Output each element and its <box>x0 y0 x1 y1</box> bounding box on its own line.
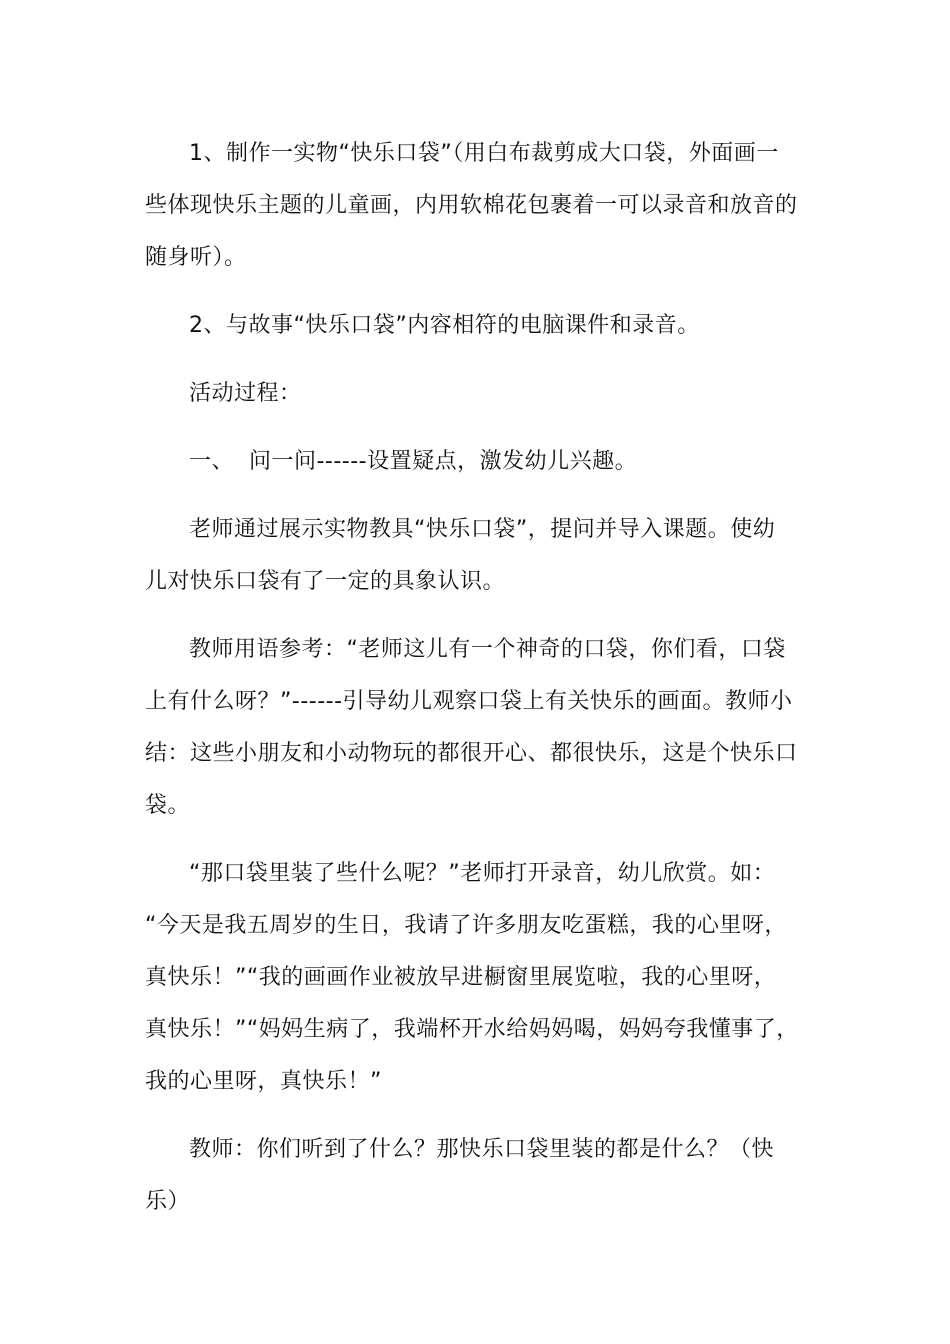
paragraph-recording-examples <box>145 848 810 1108</box>
text-line: 些体现快乐主题的儿童画，内用软棉花包裹着一可以录音和放音的 <box>145 193 798 218</box>
text-line: 一、 问一问------设置疑点，激发幼儿兴趣。 <box>189 449 638 474</box>
section-heading-activity-process <box>145 368 810 420</box>
text-line: 结：这些小朋友和小动物玩的都很开心、都很快乐，这是个快乐口 <box>145 741 798 766</box>
paragraph-materials-1 <box>145 128 810 284</box>
text-line: 活动过程： <box>189 381 302 406</box>
text-line: 老师通过展示实物教具“快乐口袋”，提问并导入课题。使幼 <box>189 517 776 542</box>
text-line: 2、与故事“快乐口袋”内容相符的电脑课件和录音。 <box>189 313 700 338</box>
text-line: 儿对快乐口袋有了一定的具象认识。 <box>145 569 506 594</box>
paragraph-materials-2 <box>145 300 810 352</box>
text-line: 真快乐！”“妈妈生病了，我端杯开水给妈妈喝，妈妈夸我懂事了， <box>145 1017 799 1042</box>
paragraph-teacher-shows-pocket <box>145 504 810 608</box>
text-line: 教师用语参考：“老师这儿有一个神奇的口袋，你们看，口袋 <box>189 637 786 662</box>
text-line: 我的心里呀，真快乐！” <box>145 1069 382 1094</box>
text-line: 袋。 <box>145 793 191 818</box>
paragraph-teacher-question <box>145 1124 810 1228</box>
text-line: 教师：你们听到了什么？那快乐口袋里装的都是什么？（快 <box>189 1137 775 1162</box>
text-line: 1、制作一实物“快乐口袋”（用白布裁剪成大口袋，外面画一 <box>189 141 779 166</box>
paragraph-teacher-language <box>145 624 810 832</box>
text-line: 乐） <box>145 1189 191 1214</box>
step-heading-1 <box>145 436 810 488</box>
text-line: 真快乐！”“我的画画作业被放早进橱窗里展览啦，我的心里呀， <box>145 965 777 990</box>
document-body <box>145 128 810 1228</box>
text-line: “今天是我五周岁的生日，我请了许多朋友吃蛋糕，我的心里呀， <box>145 913 787 938</box>
text-line: 上有什么呀？”------引导幼儿观察口袋上有关快乐的画面。教师小 <box>145 689 793 714</box>
text-line: 随身听）。 <box>145 245 247 270</box>
text-line: “那口袋里装了些什么呢？”老师打开录音，幼儿欣赏。如： <box>189 861 776 886</box>
